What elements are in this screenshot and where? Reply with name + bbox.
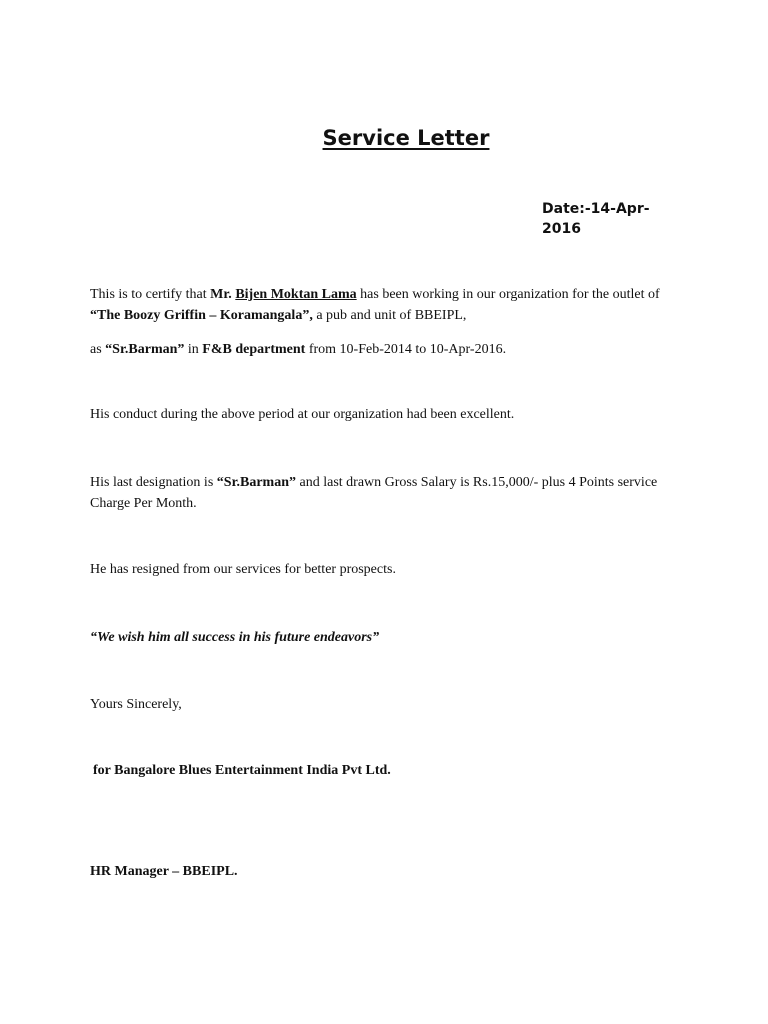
salary-details: and last drawn Gross Salary is Rs.15,000/- plus 4 Points service Charge Per Month. (90, 475, 658, 511)
last-designation: “Sr.Barman” (216, 475, 296, 490)
designation-paragraph (90, 472, 670, 514)
employee-name: Bijen Moktan Lama (235, 287, 357, 302)
cert-end: a pub and unit of BBEIPL, (312, 308, 467, 323)
company-line: for Bangalore Blues Entertainment India Pvt Ltd. (93, 763, 391, 778)
department: F&B department (202, 342, 306, 357)
role-as: as (90, 342, 106, 357)
role-in: in (184, 342, 203, 357)
employment-period: from 10-Feb-2014 to 10-Apr-2016. (305, 342, 507, 357)
role-title: “Sr.Barman” (105, 342, 185, 357)
conduct-paragraph: His conduct during the above period at our organization had been excellent. (90, 407, 515, 422)
role-paragraph (90, 339, 670, 360)
closing-salutation: Yours Sincerely, (90, 697, 182, 712)
wish-paragraph: “We wish him all success in his future endeavors” (90, 630, 380, 645)
employee-honorific: Mr. (210, 287, 236, 302)
resignation-paragraph: He has resigned from our services for better prospects. (90, 562, 396, 577)
cert-mid: has been working in our organization for the outlet of (356, 287, 660, 302)
signatory-line: HR Manager – BBEIPL. (90, 864, 238, 879)
letter-title-text: Service Letter (322, 126, 490, 150)
certification-paragraph (90, 284, 670, 326)
letter-title (0, 124, 768, 152)
designation-intro: His last designation is (90, 475, 217, 490)
letter-date: Date:-14-Apr-2016 (542, 201, 650, 237)
cert-intro: This is to certify that (90, 287, 211, 302)
outlet-name: “The Boozy Griffin – Koramangala”, (90, 308, 313, 323)
